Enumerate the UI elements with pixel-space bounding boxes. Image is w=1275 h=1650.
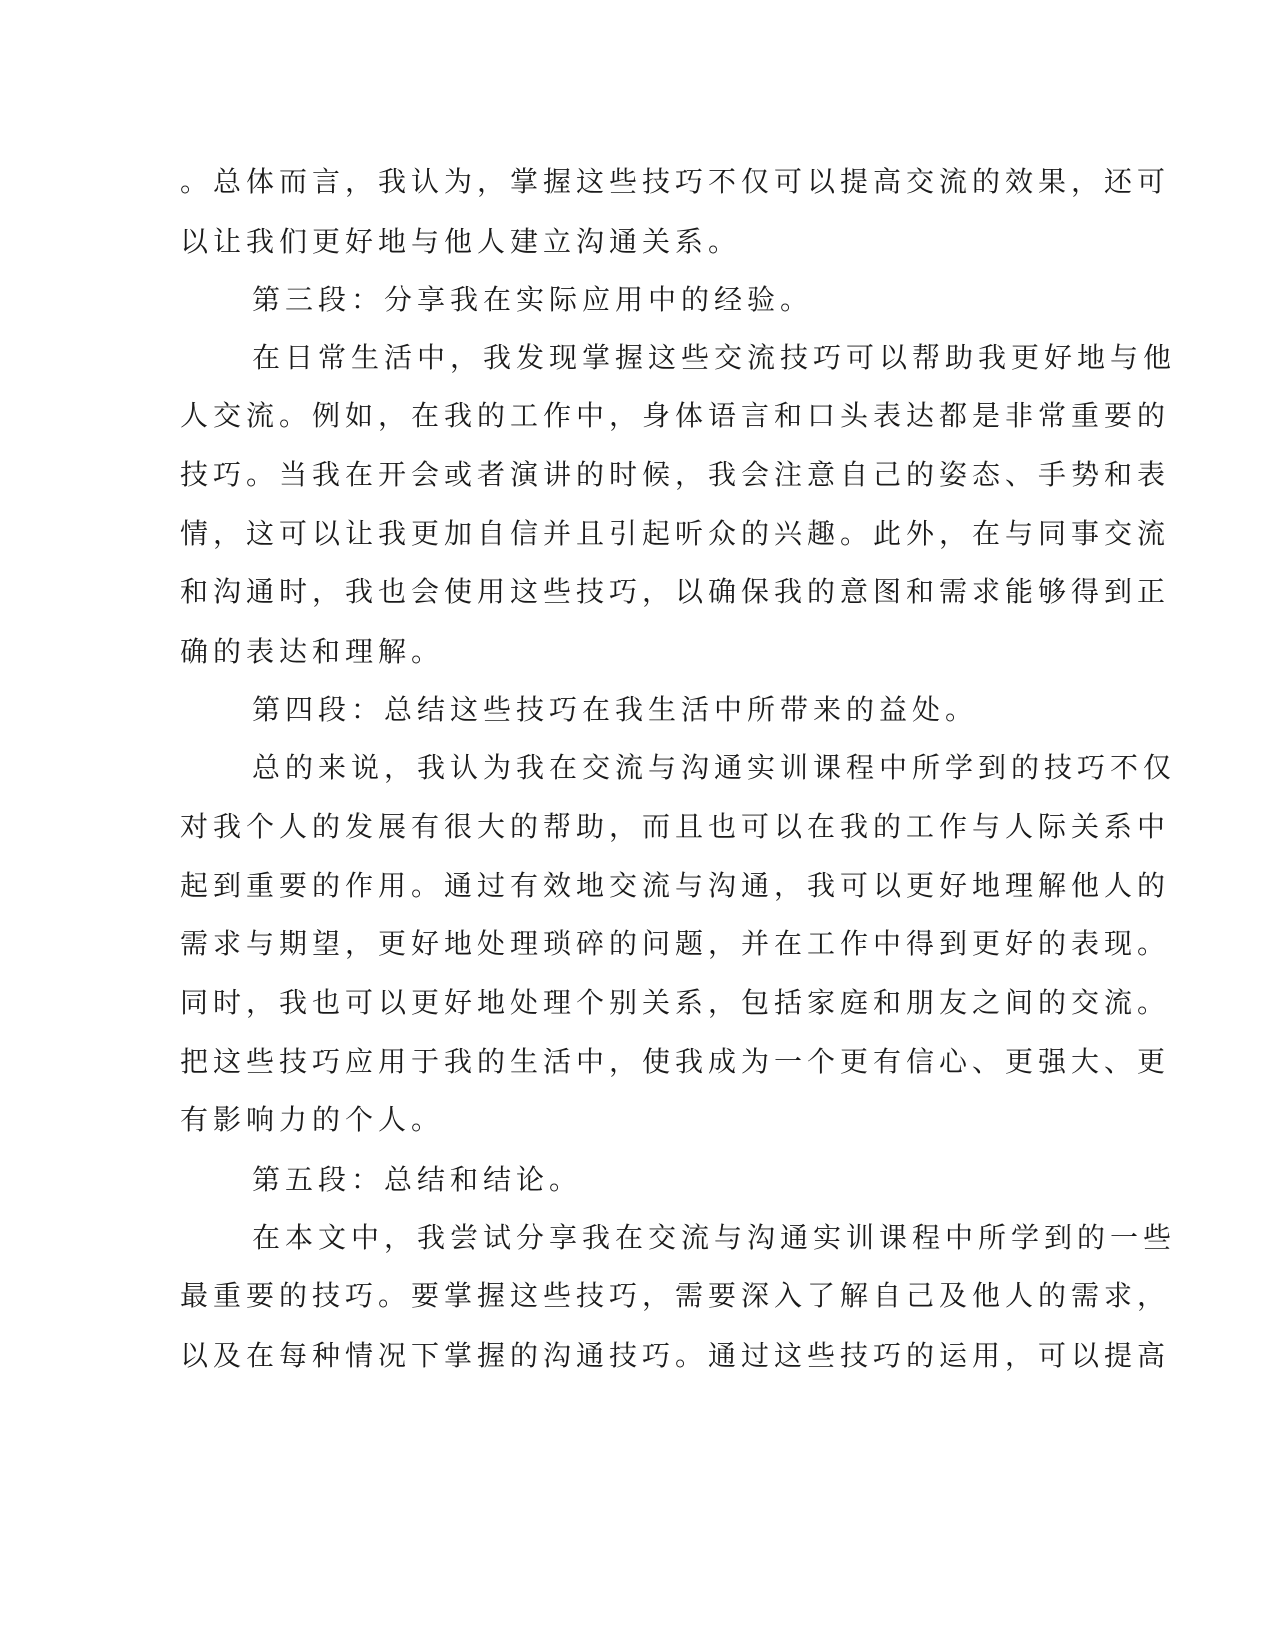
text-line-9: 确的表达和理解。 bbox=[180, 635, 445, 668]
text-line-1: 。总体而言，我认为，掌握这些技巧不仅可以提高交流的效果，还可 bbox=[180, 165, 1171, 198]
text-line-8: 和沟通时，我也会使用这些技巧，以确保我的意图和需求能够得到正 bbox=[180, 575, 1171, 608]
text-line-11: 总的来说，我认为我在交流与沟通实训课程中所学到的技巧不仅 bbox=[252, 751, 1177, 784]
section-heading-4: 第四段：总结这些技巧在我生活中所带来的益处。 bbox=[252, 693, 979, 726]
text-line-17: 有影响力的个人。 bbox=[180, 1103, 445, 1136]
text-line-12: 对我个人的发展有很大的帮助，而且也可以在我的工作与人际关系中 bbox=[180, 810, 1171, 843]
text-line-15: 同时，我也可以更好地处理个别关系，包括家庭和朋友之间的交流。 bbox=[180, 986, 1171, 1019]
section-heading-5: 第五段：总结和结论。 bbox=[252, 1163, 583, 1196]
text-line-6: 技巧。当我在开会或者演讲的时候，我会注意自己的姿态、手势和表 bbox=[180, 458, 1171, 491]
text-line-21: 以及在每种情况下掌握的沟通技巧。通过这些技巧的运用，可以提高 bbox=[180, 1339, 1171, 1372]
text-line-14: 需求与期望，更好地处理琐碎的问题，并在工作中得到更好的表现。 bbox=[180, 927, 1171, 960]
text-line-5: 人交流。例如，在我的工作中，身体语言和口头表达都是非常重要的 bbox=[180, 399, 1171, 432]
section-heading-3: 第三段：分享我在实际应用中的经验。 bbox=[252, 283, 814, 316]
text-line-2: 以让我们更好地与他人建立沟通关系。 bbox=[180, 225, 742, 258]
text-line-16: 把这些技巧应用于我的生活中，使我成为一个更有信心、更强大、更 bbox=[180, 1045, 1171, 1078]
text-line-13: 起到重要的作用。通过有效地交流与沟通，我可以更好地理解他人的 bbox=[180, 869, 1171, 902]
text-line-20: 最重要的技巧。要掌握这些技巧，需要深入了解自己及他人的需求， bbox=[180, 1279, 1171, 1312]
text-line-7: 情，这可以让我更加自信并且引起听众的兴趣。此外，在与同事交流 bbox=[180, 517, 1171, 550]
text-line-19: 在本文中，我尝试分享我在交流与沟通实训课程中所学到的一些 bbox=[252, 1221, 1177, 1254]
text-line-4: 在日常生活中，我发现掌握这些交流技巧可以帮助我更好地与他 bbox=[252, 341, 1177, 374]
